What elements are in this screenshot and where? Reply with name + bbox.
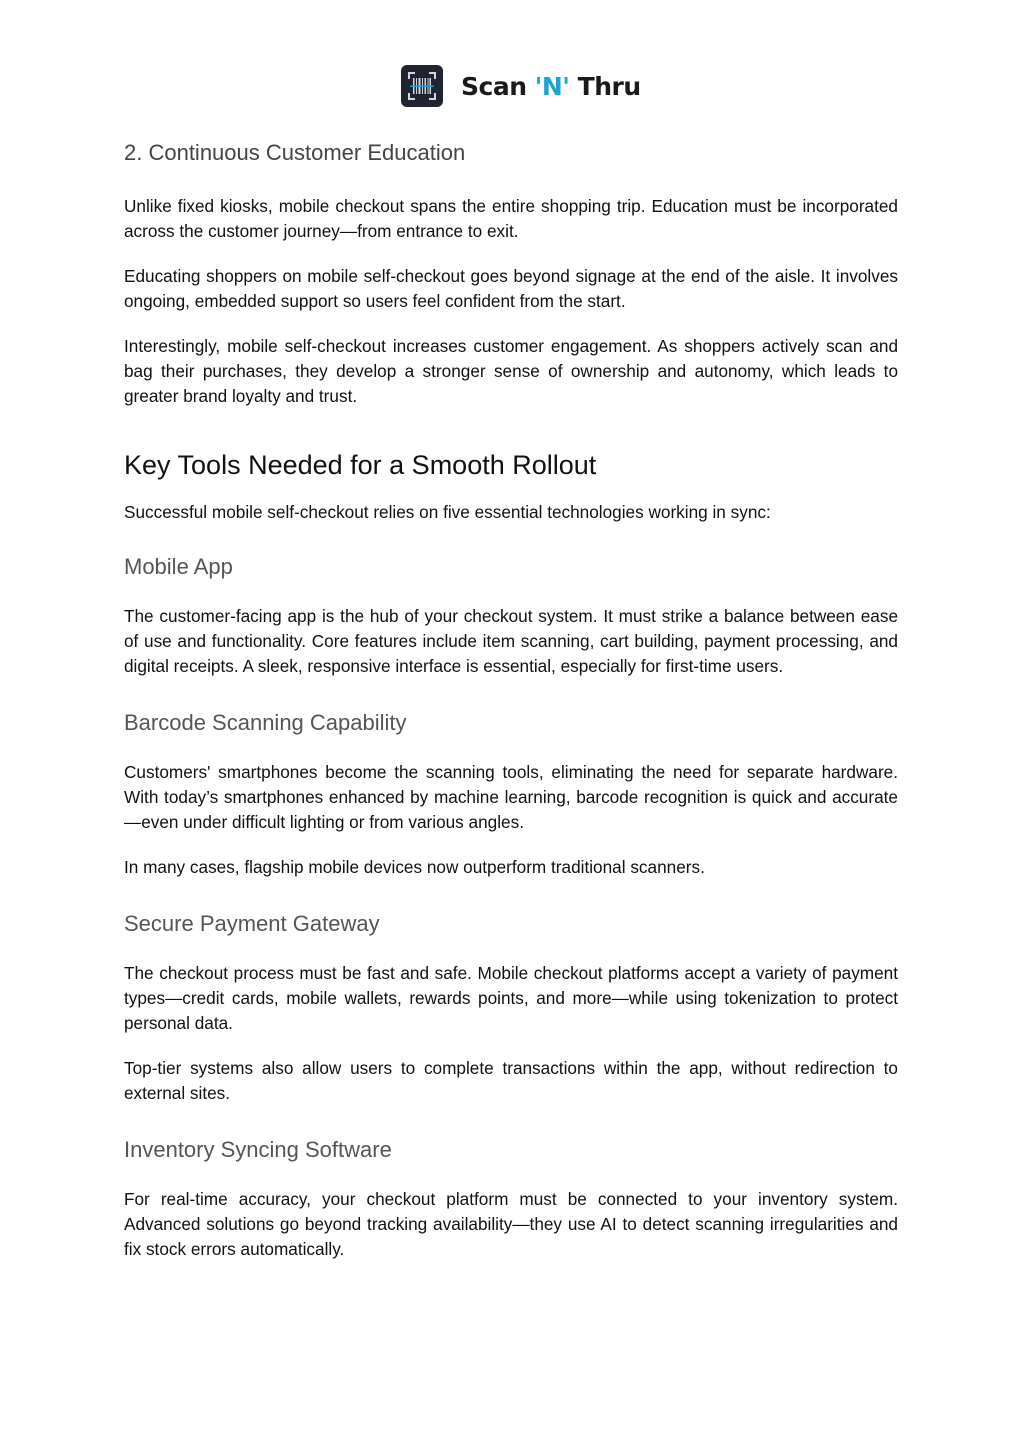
- tools-heading: Key Tools Needed for a Smooth Rollout: [124, 450, 597, 480]
- mobile-app-heading: Mobile App: [124, 554, 233, 579]
- barcode-scan-icon: [401, 65, 443, 107]
- brand-name-accent: 'N': [534, 71, 570, 101]
- mobile-app-paragraph-1: The customer-facing app is the hub of your checkout system. It must strike a balance between ease of use and functionality. Core features include item scanning, cart building, payment processing, and digital receipts. A sleek, responsive interface is essential, especially for first-time users.: [124, 606, 898, 676]
- education-paragraph-2: Educating shoppers on mobile self-checkout goes beyond signage at the end of the aisle. It involves ongoing, embedded support so users feel confident from the start.: [124, 266, 898, 311]
- brand-name: [461, 72, 641, 101]
- tools-intro: Successful mobile self-checkout relies on five essential technologies working in sync:: [124, 502, 771, 522]
- education-paragraph-1: Unlike fixed kiosks, mobile checkout spans the entire shopping trip. Education must be incorporated across the customer journey—from entrance to exit.: [124, 196, 898, 241]
- brand-name-part2: Thru: [569, 71, 641, 101]
- barcode-paragraph-2: In many cases, flagship mobile devices now outperform traditional scanners.: [124, 857, 705, 877]
- payment-paragraph-1: The checkout process must be fast and safe. Mobile checkout platforms accept a variety of payment types—credit cards, mobile wallets, rewards points, and more—while using tokenization to protect personal data.: [124, 963, 898, 1033]
- education-paragraph-3: Interestingly, mobile self-checkout increases customer engagement. As shoppers actively scan and bag their purchases, they develop a stronger sense of ownership and autonomy, which leads to greater brand loyalty and trust.: [124, 336, 898, 406]
- brand-logo: [401, 64, 641, 108]
- payment-paragraph-2: Top-tier systems also allow users to complete transactions within the app, without redirection to external sites.: [124, 1058, 898, 1103]
- document-body: [124, 138, 898, 1262]
- barcode-heading: Barcode Scanning Capability: [124, 710, 407, 735]
- inventory-paragraph-1: For real-time accuracy, your checkout platform must be connected to your inventory system. Advanced solutions go beyond tracking availability—they use AI to detect scanning irregularities and fix stock errors automatically.: [124, 1189, 898, 1259]
- education-heading: 2. Continuous Customer Education: [124, 140, 466, 165]
- brand-name-part1: Scan: [461, 71, 535, 101]
- payment-heading: Secure Payment Gateway: [124, 911, 380, 936]
- inventory-heading: Inventory Syncing Software: [124, 1137, 392, 1162]
- barcode-paragraph-1: Customers' smartphones become the scanning tools, eliminating the need for separate hardware. With today’s smartphones enhanced by machine learning, barcode recognition is quick and accurate—even under difficult lighting or from various angles.: [124, 762, 898, 832]
